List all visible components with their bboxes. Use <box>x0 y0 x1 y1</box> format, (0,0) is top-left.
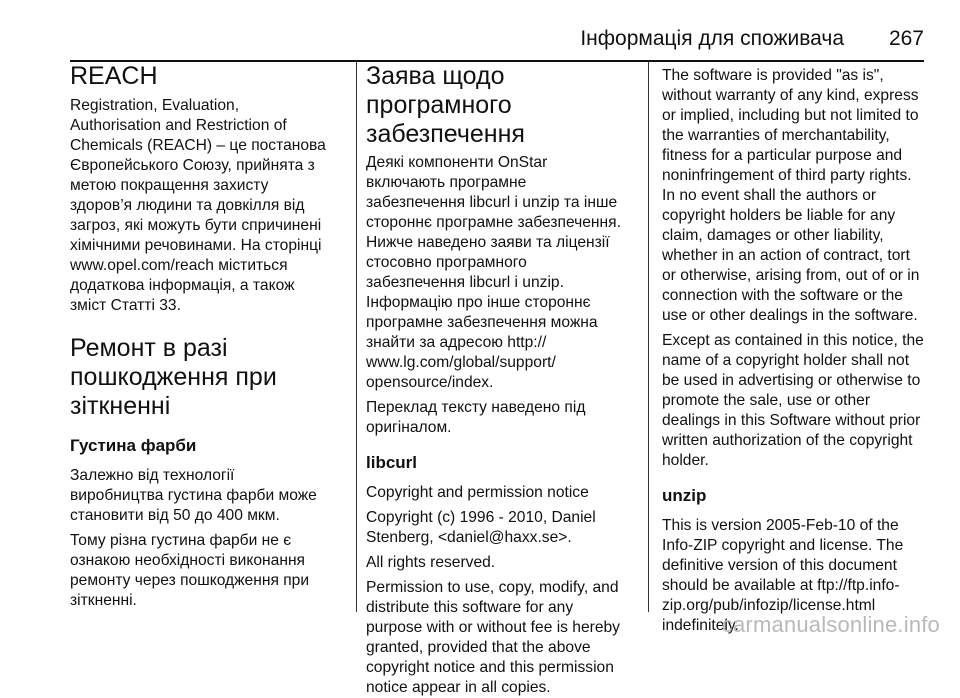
paint-paragraph-2: Тому різна густина фарби не є ознакою необхідності виконання ремонту через пошкодження при зіткненні. <box>70 532 310 609</box>
unzip-heading: unzip <box>662 486 707 505</box>
header-title: Інформація для споживача <box>580 27 844 50</box>
paint-thickness-heading: Густина фарби <box>70 436 197 455</box>
reach-heading: REACH <box>70 62 158 90</box>
software-paragraph-1: Деякі компоненти OnStar включають програмне забезпечення libcurl і unzip та інше стороннє програмне забезпечення. Нижче наведено заяви та ліцензії стосовно програмного забезпечення libcurl і unzip. Інформацію про інше стороннє програмне забезпечення можна знайти за адресою http:// www.lg.com/global/support/ opensource/index. <box>366 154 621 391</box>
repair-heading: Ремонт в разі пошкодження при зіткненні <box>70 334 277 420</box>
software-paragraph-2: Переклад тексту наведено під оригіналом. <box>366 399 586 436</box>
reach-paragraph: Registration, Evaluation, Authorisation and Restriction of Chemicals (REACH) – це постанова Європейського Союзу, прийнята з метою покращення захисту здоров’я людини та довкілля від загроз, які можуть бути спричинені хімічними речовинами. На сторінці www.opel.com/reach міститься додаткова інформація, а також зміст Статті 33. <box>70 97 326 314</box>
column-left <box>70 60 352 612</box>
libcurl-paragraph-4: Permission to use, copy, modify, and distribute this software for any purpose with or without fee is hereby granted, provided that the above copyright notice and this permission notice appear in all copies. <box>366 579 620 696</box>
paint-paragraph-1: Залежно від технології виробництва густина фарби може становити від 50 до 400 мкм. <box>70 467 317 524</box>
page-header <box>70 24 924 62</box>
column-middle <box>366 60 640 696</box>
libcurl-paragraph-3: All rights reserved. <box>366 554 496 571</box>
libcurl-paragraph-1: Copyright and permission notice <box>366 484 589 501</box>
software-statement-heading: Заява щодо програмного забезпечення <box>366 62 525 148</box>
except-paragraph: Except as contained in this notice, the name of a copyright holder shall not be used in advertising or otherwise to promote the sale, use or other dealings in this Software without prior written authorization of the copyright holder. <box>662 332 924 469</box>
column-divider <box>648 62 649 612</box>
page-number: 267 <box>888 27 924 50</box>
column-divider <box>356 62 357 612</box>
watermark: carmanualsonline.info <box>721 612 940 637</box>
libcurl-heading: libcurl <box>366 453 418 472</box>
libcurl-paragraph-2: Copyright (c) 1996 - 2010, Daniel Stenberg, <daniel@haxx.se>. <box>366 509 596 546</box>
unzip-paragraph: This is version 2005-Feb-10 of the Info-ZIP copyright and license. The definitive version of this document should be available at ftp://ftp.info- zip.org/pub/infozip/license.html indefinitely. <box>662 517 904 634</box>
warranty-paragraph: The software is provided "as is", without warranty of any kind, express or implied, including but not limited to the warranties of merchantability, fitness for a particular purpose and noninfringement of third party rights. In no event shall the authors or copyright holders be liable for any claim, damages or other liability, whether in an action of contract, tort or otherwise, arising from, out of or in connection with the software or the use or other dealings in the software. <box>662 67 920 324</box>
